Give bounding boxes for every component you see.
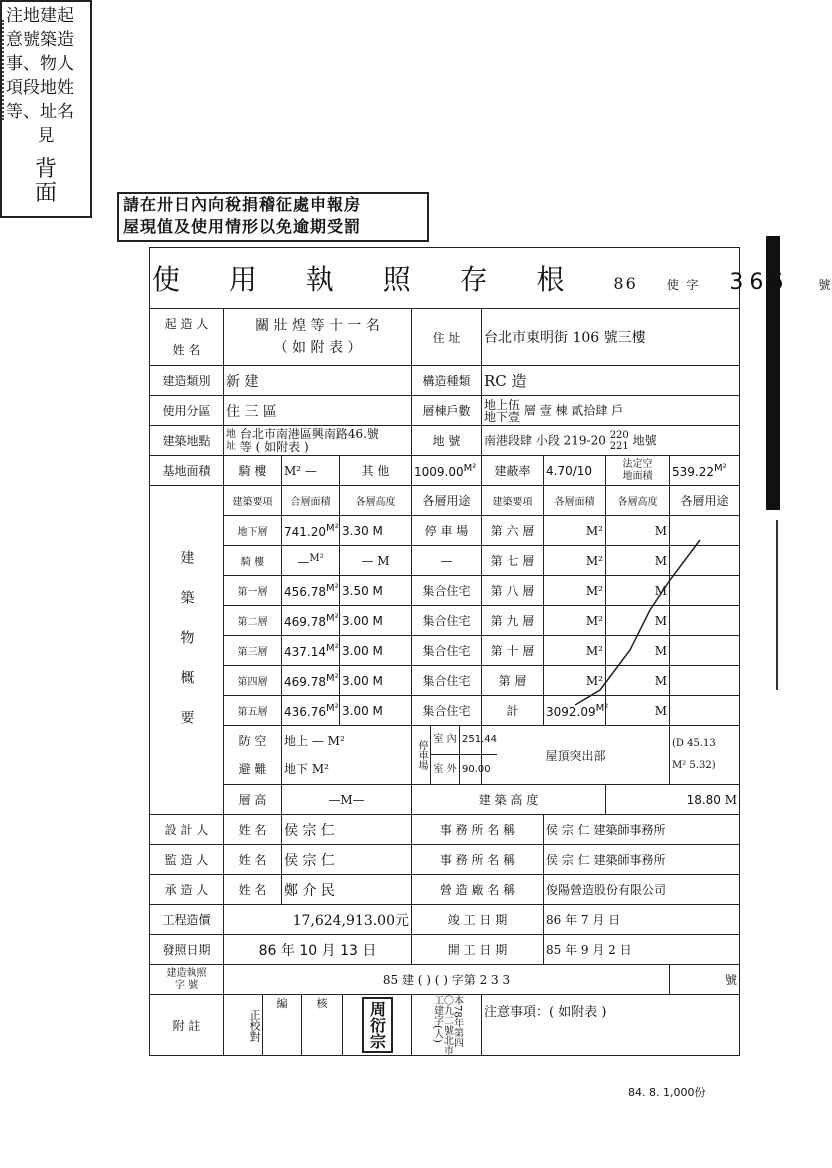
tax-notice-stamp [117,192,429,242]
torn-page-edge [776,520,808,690]
structure-value: RC 造 [482,366,740,396]
lot-label: 地 號 [412,426,482,456]
col-head-height: 各層高度 [340,486,412,516]
structure-label: 構造種類 [412,366,482,396]
side-line: 事、物人 [6,54,74,74]
arcade-value: M² — [282,456,340,486]
back-label: 面 [34,181,57,206]
col-head-height-2: 各層高度 [606,486,670,516]
zone-label: 使用分區 [150,396,224,426]
floor-row: 第三層 $437.14^{M^2}$ 3.00 M 集合住宅 第 十 層 M² M [150,636,740,666]
notes-row: 附 註 正校對 編 核 周衍宗 本78年第四〇九二號北市工建字(人) 注意事項：( 如附表 ) [150,995,740,1056]
designer-row: 設 計 人 姓 名 侯 宗 仁 事 務 所 名 稱 侯 宗 仁 建築師事務所 [150,815,740,845]
coverage-label: 建蔽率 [482,456,544,486]
col-head-use: 各層用途 [412,486,482,516]
coverage-value: 4.70/10 [544,456,606,486]
official-seal: 周衍宗 [362,997,393,1053]
side-line: 意號築造 [6,30,74,50]
side-line: 見 [37,126,55,146]
registration-note: 本78年第四〇九二號北市工建字(人) [412,995,482,1056]
site-label: 建築地點 [150,426,224,456]
col-head-item-2: 建築要項 [482,486,544,516]
approval-stamps: 正校對 編 核 周衍宗 [224,995,412,1056]
col-head-use-2: 各層用途 [670,486,740,516]
back-label: 背 [34,157,57,182]
scan-mark [2,20,7,120]
site-area-label: 基地面積 [150,456,224,486]
col-head-area: 合層面積 [282,486,340,516]
lot-value: 南港段肆 小段 219-20 220 221 地號 [482,426,740,456]
legal-open-label: 法定空 地面積 [606,456,670,486]
floor-row: 第二層 $469.78^{M^2}$ 3.00 M 集合住宅 第 九 層 M² M [150,606,740,636]
story-height-row: 層 高 —M— 建 築 高 度 18.80 M [150,785,740,815]
starter-address: 台北市東明街 106 號三樓 [482,309,740,366]
shelter-row: 防 空 避 難 地上 — M² 地下 M² 停車場 室 內 251.44 室 外 90.00 屋頂突出部 (D 45.13 M² 5.32) [150,726,740,785]
zone-value: 住 三 區 [224,396,412,426]
floors-value: 地上伍 地下壹 層 壹 棟 貳拾肆 戶 [482,396,740,426]
strike-mark [560,540,710,710]
notice-line-1: 請在卅日內向稅捐稽征處申報房 [123,195,362,214]
side-line: 項段地姓 [6,78,74,98]
col-head-area-2: 各層面積 [544,486,606,516]
building-overview-label: 建築物概要 [150,486,224,815]
permit-year: 86 [613,274,638,293]
floor-row: 騎 樓 —$^{M^2}$ — M — 第 七 層 M² M [150,546,740,576]
supervisor-row: 監 造 人 姓 名 侯 宗 仁 事 務 所 名 稱 侯 宗 仁 建築師事務所 [150,845,740,875]
cost-row: 工程造價 17,624,913.00元 竣 工 日 期 86 年 7 月 日 [150,905,740,935]
col-head-item: 建築要項 [224,486,282,516]
floor-row: 第一層 $456.78^{M^2}$ 3.50 M 集合住宅 第 八 層 M² M [150,576,740,606]
issue-row: 發照日期 86 年 10 月 13 日 開 工 日 期 85 年 9 月 2 日 [150,935,740,965]
build-type-value: 新 建 [224,366,412,396]
notes-text: 注意事項：( 如附表 ) [482,995,740,1056]
permit-no-row: 建造執照 字 號 85 建 ( ) ( ) 字第 2 3 3 號 [150,965,740,995]
form-title-row [150,248,831,309]
arcade-label: 騎 樓 [224,456,282,486]
floor-row: 第四層 $469.78^{M^2}$ 3.00 M 集合住宅 第 層 M² M [150,666,740,696]
side-note-stamp [0,0,92,218]
floor-row: 地下層 $741.20^{M^2}$ 3.30 M 停 車 場 第 六 層 M² M [150,516,740,546]
starter-names: 關 壯 煌 等 十 一 名 （ 如 附 表 ） [224,309,412,366]
other-value: $1009.00^{M^2}$ [412,456,482,486]
contractor-row: 承 造 人 姓 名 鄭 介 民 營 造 廠 名 稱 俊陽營造股份有限公司 [150,875,740,905]
address-label: 住 址 [412,309,482,366]
legal-open-value: $539.22^{M^2}$ [670,456,740,486]
other-label: 其 他 [340,456,412,486]
print-info: 84. 8. 1,000份 [628,1086,706,1099]
floors-label: 層棟戶數 [412,396,482,426]
site-address: 地 址 台北市南港區興南路46.號 等 ( 如附表 ) [224,426,412,456]
build-type-label: 建造類別 [150,366,224,396]
form-title: 使 用 執 照 存 根 [152,263,585,296]
floor-row: 第五層 $436.76^{M^2}$ 3.00 M 集合住宅 計 $3092.09^{M^2}$ M [150,696,740,726]
starter-label: 起 造 人 姓 名 [150,309,224,366]
side-line: 等、址名 [6,102,74,122]
permit-prefix: 使 字 [666,278,701,292]
side-line: 注地建起 [6,6,74,26]
notice-line-2: 屋現值及使用情形以免逾期受罰 [123,217,362,236]
permit-number: 366 [729,270,790,295]
permit-suffix: 號 [818,278,831,292]
